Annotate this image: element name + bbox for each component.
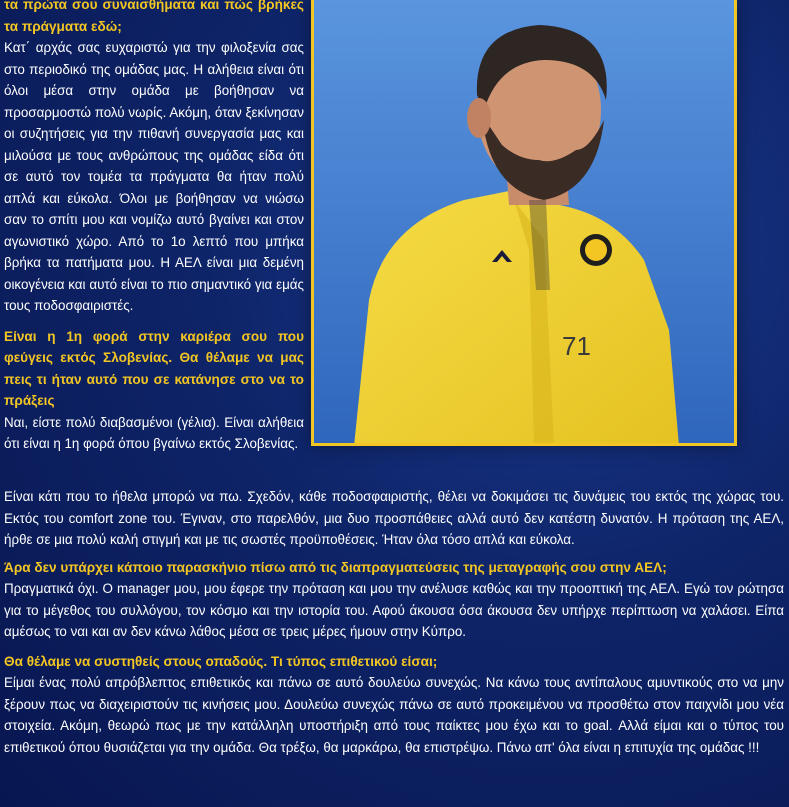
shirt-number: 71: [562, 331, 591, 361]
answer-3: Πραγματικά όχι. Ο manager μου, μου έφερε την πρόταση και μου την ανέλυσε καθώς και την προοπτική της ΑΕΛ. Εγώ τον ρώτησα για το μέγεθος του συλλόγου, τον κόσμο και την ιστορία του. Αφού άκουσα όσα άκουσα δεν υπήρχε περίπτωση να χαλάσει. Είπα αμέσως το ναι και αν δεν κάνω λάθος μέσα σε τρεις μέρες ήμουν στην Κύπρο.: [4, 581, 784, 639]
question-3: Άρα δεν υπάρχει κάποιο παρασκήνιο πίσω από τις διαπραγματεύσεις της μεταγραφής σου στην ΑΕΛ;: [4, 559, 667, 575]
left-column: [4, 0, 304, 455]
full-width-text: [4, 486, 784, 758]
answer-2-full: Είναι κάτι που το ήθελα μπορώ να πω. Σχεδόν, κάθε ποδοσφαιριστής, θέλει να δοκιμάσει τις δυνάμεις του εκτός της χώρας του. Εκτός του comfort zone του. Έγιναν, στο παρελθόν, μια δυο προσπάθειες αλλά αυτό δεν κατέστη δυνατόν. Η πρόταση της ΑΕΛ, ήρθε σε μια πολύ καλή στιγμή και με τις σωστές προϋποθέσεις. Ήταν όλα τόσο απλά και εύκολα.: [4, 489, 784, 547]
intro-question: τα πρώτα σου συναισθήματα και πώς βρήκες τα πράγματα εδώ;: [4, 0, 304, 34]
question-4: Θα θέλαμε να συστηθείς στους οπαδούς. Τι τύπος επιθετικού είσαι;: [4, 653, 438, 669]
question-2: Είναι η 1η φορά στην καριέρα σου που φεύγεις εκτός Σλοβενίας. Θα θέλαμε να μας πεις τι ήταν αυτό που σε κατάνησε στο να το πράξεις: [4, 328, 304, 408]
answer-1: Κατ΄ αρχάς σας ευχαριστώ για την φιλοξενία σας στο περιοδικό της ομάδας μας. Η αλήθεια είναι ότι όλοι μέσα στην ομάδα με βοήθησαν να προσαρμοστώ πολύ νωρίς. Ακόμη, όταν ξεκίνησαν οι συζητήσεις για την πιθανή συνεργασία μας και μιλούσα με τους ανθρώπους της ομάδας είδα ότι σε αυτό τον τομέα τα πράγματα θα ήταν πολύ απλά και εύκολα. Όλοι με βοήθησαν να νιώσω σαν το σπίτι μου και νομίζω αυτό βγαίνει και στον αγωνιστικό χώρο. Από το 1ο λεπτό που μπήκα βρήκα τα πατήματα μου. Η ΑΕΛ είναι μια δεμένη οικογένεια και αυτό είναι το πιο σημαντικό για εμάς τους ποδοσφαιριστές.: [4, 40, 304, 313]
answer-4: Είμαι ένας πολύ απρόβλεπτος επιθετικός και πάνω σε αυτό δουλεύω συνεχώς. Να κάνω τους αντίπαλους αμυντικούς στο να μην ξέρουν πως να διαχειριστούν τις κινήσεις μου. Δουλεύω συνεχώς πάνω σε αυτό προκειμένου να προσθέτω στον παιχνίδι μου νέα στοιχεία. Ακόμη, θεωρώ πως με την κατάλληλη υποστήριξη από τους παίκτες μου έχω και το goal. Αλλά είμαι και ο τύπος του επιθετικού όπου θυσιάζεται για την ομάδα. Θα τρέξω, θα μαρκάρω, θα επιστρέψω. Πάνω απ' όλα είναι η επιτυχία της ομάδας !!!: [4, 675, 784, 755]
answer-2-column: Ναι, είστε πολύ διαβασμένοι (γέλια). Είναι αλήθεια ότι είναι η 1η φορά όπου βγαίνω εκτός Σλοβενίας.: [4, 414, 304, 451]
player-photo: [311, 0, 737, 446]
